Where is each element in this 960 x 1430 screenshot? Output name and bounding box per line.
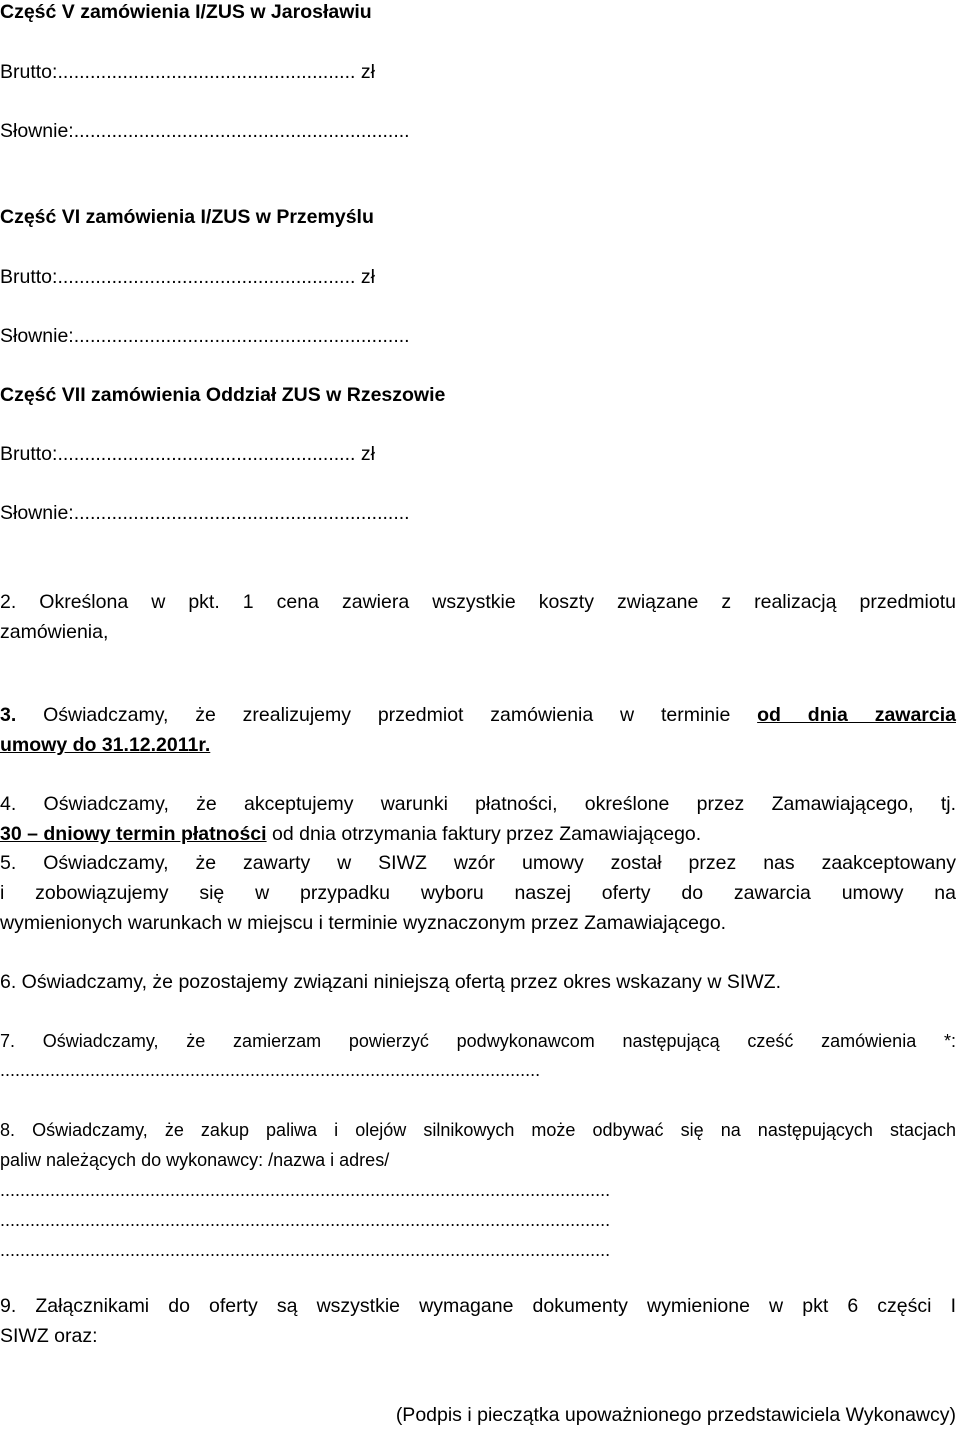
item2-line2: zamówienia, bbox=[0, 621, 109, 643]
item4-emph: 30 – dniowy termin płatności bbox=[0, 823, 267, 845]
item9-line2: SIWZ oraz: bbox=[0, 1325, 98, 1347]
part7-slownie: Słownie:.............................................................. bbox=[0, 502, 410, 524]
part5-slownie: Słownie:.............................................................. bbox=[0, 120, 410, 142]
item4-rest: od dnia otrzymania faktury przez Zamawiającego. bbox=[266, 823, 702, 845]
item8-line2: paliw należących do wykonawcy: /nazwa i adres/ bbox=[0, 1150, 390, 1170]
item3-number: 3. bbox=[0, 704, 17, 726]
part6-heading: Część VI zamówienia I/ZUS w Przemyślu bbox=[0, 206, 374, 228]
item3-emph2: umowy do 31.12.2011r. bbox=[0, 734, 211, 756]
item7-line1: 7. Oświadczamy, że zamierzam powierzyć podwykonawcom następującą cześć zamówienia *: bbox=[0, 1031, 956, 1051]
item8-dots-3: .......................................................................................................................... bbox=[0, 1240, 611, 1260]
signature-caption: (Podpis i pieczątka upoważnionego przedstawiciela Wykonawcy) bbox=[395, 1404, 956, 1426]
part6-brutto: Brutto:....................................................... zł bbox=[0, 266, 375, 288]
item6-text: 6. Oświadczamy, że pozostajemy związani niniejszą ofertą przez okres wskazany w SIWZ. bbox=[0, 971, 781, 993]
item9-line1: 9. Załącznikami do oferty są wszystkie wymagane dokumenty wymienione w pkt 6 części I bbox=[0, 1295, 956, 1317]
item4-line1: 4. Oświadczamy, że akceptujemy warunki płatności, określone przez Zamawiającego, tj. bbox=[0, 793, 956, 815]
item7-line2: ............................................................................................................ bbox=[0, 1060, 541, 1080]
item3-emph1: od dnia zawarcia bbox=[757, 704, 956, 726]
item3-line1 bbox=[0, 703, 956, 727]
item4-line2 bbox=[0, 822, 701, 846]
item8-dots-2: .......................................................................................................................... bbox=[0, 1210, 611, 1230]
item2-line1: 2. Określona w pkt. 1 cena zawiera wszystkie koszty związane z realizacją przedmiotu bbox=[0, 591, 956, 613]
part7-heading: Część VII zamówienia Oddział ZUS w Rzeszowie bbox=[0, 384, 446, 406]
item8-dots-1: .......................................................................................................................... bbox=[0, 1180, 611, 1200]
part7-brutto: Brutto:....................................................... zł bbox=[0, 443, 375, 465]
part6-slownie: Słownie:.............................................................. bbox=[0, 325, 410, 347]
item5-line3: wymienionych warunkach w miejscu i terminie wyznaczonym przez Zamawiającego. bbox=[0, 912, 727, 934]
part5-brutto: Brutto:....................................................... zł bbox=[0, 61, 375, 83]
item5-line1: 5. Oświadczamy, że zawarty w SIWZ wzór umowy został przez nas zaakceptowany bbox=[0, 852, 956, 874]
part5-heading: Część V zamówienia I/ZUS w Jarosławiu bbox=[0, 1, 372, 23]
item5-line2: i zobowiązujemy się w przypadku wyboru naszej oferty do zawarcia umowy na bbox=[0, 882, 956, 904]
item8-line1: 8. Oświadczamy, że zakup paliwa i olejów silnikowych może odbywać się na następujących stacjach bbox=[0, 1120, 956, 1140]
item3-text: Oświadczamy, że zrealizujemy przedmiot zamówienia w terminie bbox=[16, 704, 758, 726]
